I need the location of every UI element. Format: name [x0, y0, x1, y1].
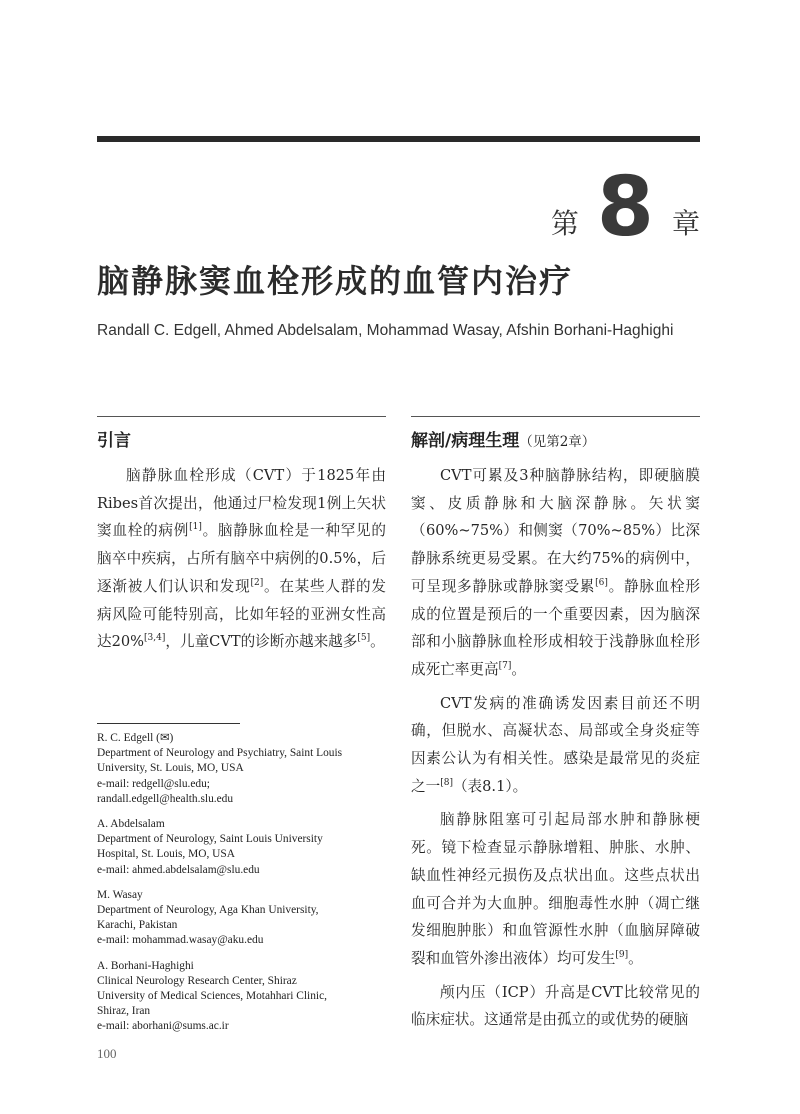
anatomy-heading-note: （见第2章）: [519, 434, 596, 450]
intro-text-4: ，儿童CVT的诊断亦越来越多: [165, 633, 358, 651]
chapter-suffix: 章: [671, 207, 700, 240]
intro-paragraph: [97, 462, 386, 656]
affiliation-line: A. Abdelsalam: [97, 818, 165, 831]
affiliation-line: Karachi, Pakistan: [97, 919, 178, 932]
footnote-rule: [97, 723, 240, 724]
affiliation-line: e-mail: mohammad.wasay@aku.edu: [97, 934, 264, 947]
top-rule: [97, 136, 700, 142]
intro-body: [97, 462, 386, 662]
intro-text-1: 脑静脉血栓形成（CVT）于1825年由Ribes首次提出，他通过尸检发现1例上矢状窦血栓的病例: [97, 467, 386, 540]
citation-ref: [9]: [615, 950, 629, 961]
chapter-prefix: 第: [550, 207, 579, 240]
page-number: 100: [97, 1046, 117, 1061]
anatomy-text: CVT发病的准确诱发因素目前还不明确，但脱水、高凝状态、局部或全身炎症等因素公认为有相关性。感染是最常见的炎症之一: [411, 694, 700, 795]
citation-ref: [2]: [250, 577, 264, 588]
affiliation-line: M. Wasay: [97, 888, 143, 901]
citation-ref: [5]: [357, 633, 371, 644]
intro-heading-text: 引言: [97, 431, 131, 451]
affiliation-line: randall.edgell@health.slu.edu: [97, 792, 234, 805]
affiliation-line: Department of Neurology, Aga Khan University,: [97, 904, 319, 917]
affiliation-line: e-mail: redgell@slu.edu;: [97, 777, 210, 790]
intro-text-3: 。在某些人群的发病风险可能特别高，比如年轻的亚洲女性高达20%: [97, 577, 386, 651]
author-affiliations: [97, 731, 397, 1045]
affiliation-line: Department of Neurology and Psychiatry, Saint Louis: [97, 747, 343, 760]
intro-text-5: 。: [370, 633, 385, 651]
citation-ref: [3,4]: [144, 633, 166, 644]
anatomy-text: 颅内压（ICP）升高是CVT比较常见的临床症状。这通常是由孤立的或优势的硬脑: [411, 983, 700, 1029]
affiliation-abdelsalam: [97, 817, 397, 878]
intro-text-2: 。脑静脉血栓是一种罕见的脑卒中疾病，占所有脑卒中病例的0.5%，后逐渐被人们认识和发现: [97, 522, 386, 595]
chapter-number: 8: [596, 160, 654, 255]
affiliation-line: Shiraz, Iran: [97, 1005, 151, 1018]
anatomy-heading: [411, 426, 595, 451]
affiliation-line: Department of Neurology, Saint Louis University: [97, 833, 323, 846]
anatomy-heading-text: 解剖/病理生理: [411, 431, 520, 451]
affiliation-edgell: [97, 731, 397, 807]
citation-ref: [6]: [595, 577, 608, 588]
anatomy-text: 脑静脉阻塞可引起局部水肿和静脉梗死。镜下检查显示静脉增粗、肿胀、水肿、缺血性神经元损伤及点状出血。这些点状出血可合并为大血肿。细胞毒性水肿（凋亡继发细胞肿胀）和血管源性水肿（血脑屏障破裂和血管外渗出液体）均可发生: [411, 811, 700, 967]
anatomy-paragraph-4: [411, 979, 700, 1034]
anatomy-text: CVT可累及3种脑静脉结构，即硬脑膜窦、皮质静脉和大脑深静脉。矢状窦（60%~75%）和侧窦（70%~85%）比深静脉系统更易受累。在大约75%的病例中，可呈现多静脉或静脉窦受累: [411, 467, 700, 595]
affiliation-line: Clinical Neurology Research Center, Shiraz: [97, 974, 297, 987]
affiliation-line: e-mail: aborhani@sums.ac.ir: [97, 1020, 229, 1033]
affiliation-line: e-mail: ahmed.abdelsalam@slu.edu: [97, 863, 260, 876]
author-list: Randall C. Edgell, Ahmed Abdelsalam, Mohammad Wasay, Afshin Borhani-Haghighi: [97, 322, 674, 339]
affiliation-line: R. C. Edgell (✉): [97, 732, 174, 744]
citation-ref: [1]: [189, 522, 202, 533]
anatomy-text: 。: [511, 660, 526, 678]
citation-ref: [7]: [498, 661, 512, 672]
affiliation-line: University, St. Louis, MO, USA: [97, 762, 244, 775]
anatomy-text: （表8.1）。: [452, 777, 528, 795]
intro-heading: [97, 426, 131, 451]
anatomy-text: 。: [628, 949, 643, 967]
anatomy-text: 。静脉血栓形成的位置是预后的一个重要因素，因为脑深部和小脑静脉血栓形成相较于浅静脉血栓形成死亡率更高: [411, 577, 700, 678]
citation-ref: [8]: [440, 777, 453, 788]
affiliation-borhani: [97, 959, 397, 1035]
affiliation-wasay: [97, 888, 397, 949]
affiliation-line: Hospital, St. Louis, MO, USA: [97, 848, 235, 861]
right-column-rule: [411, 416, 700, 417]
affiliation-line: University of Medical Sciences, Motahhari Clinic,: [97, 990, 327, 1003]
anatomy-paragraph-2: [411, 690, 700, 801]
chapter-title: 脑静脉窦血栓形成的血管内治疗: [97, 262, 574, 300]
left-column-rule: [97, 416, 386, 417]
anatomy-paragraph-3: [411, 806, 700, 972]
anatomy-body: [411, 462, 700, 1040]
affiliation-line: A. Borhani-Haghighi: [97, 959, 194, 972]
anatomy-paragraph-1: [411, 462, 700, 684]
chapter-label: [550, 160, 700, 255]
